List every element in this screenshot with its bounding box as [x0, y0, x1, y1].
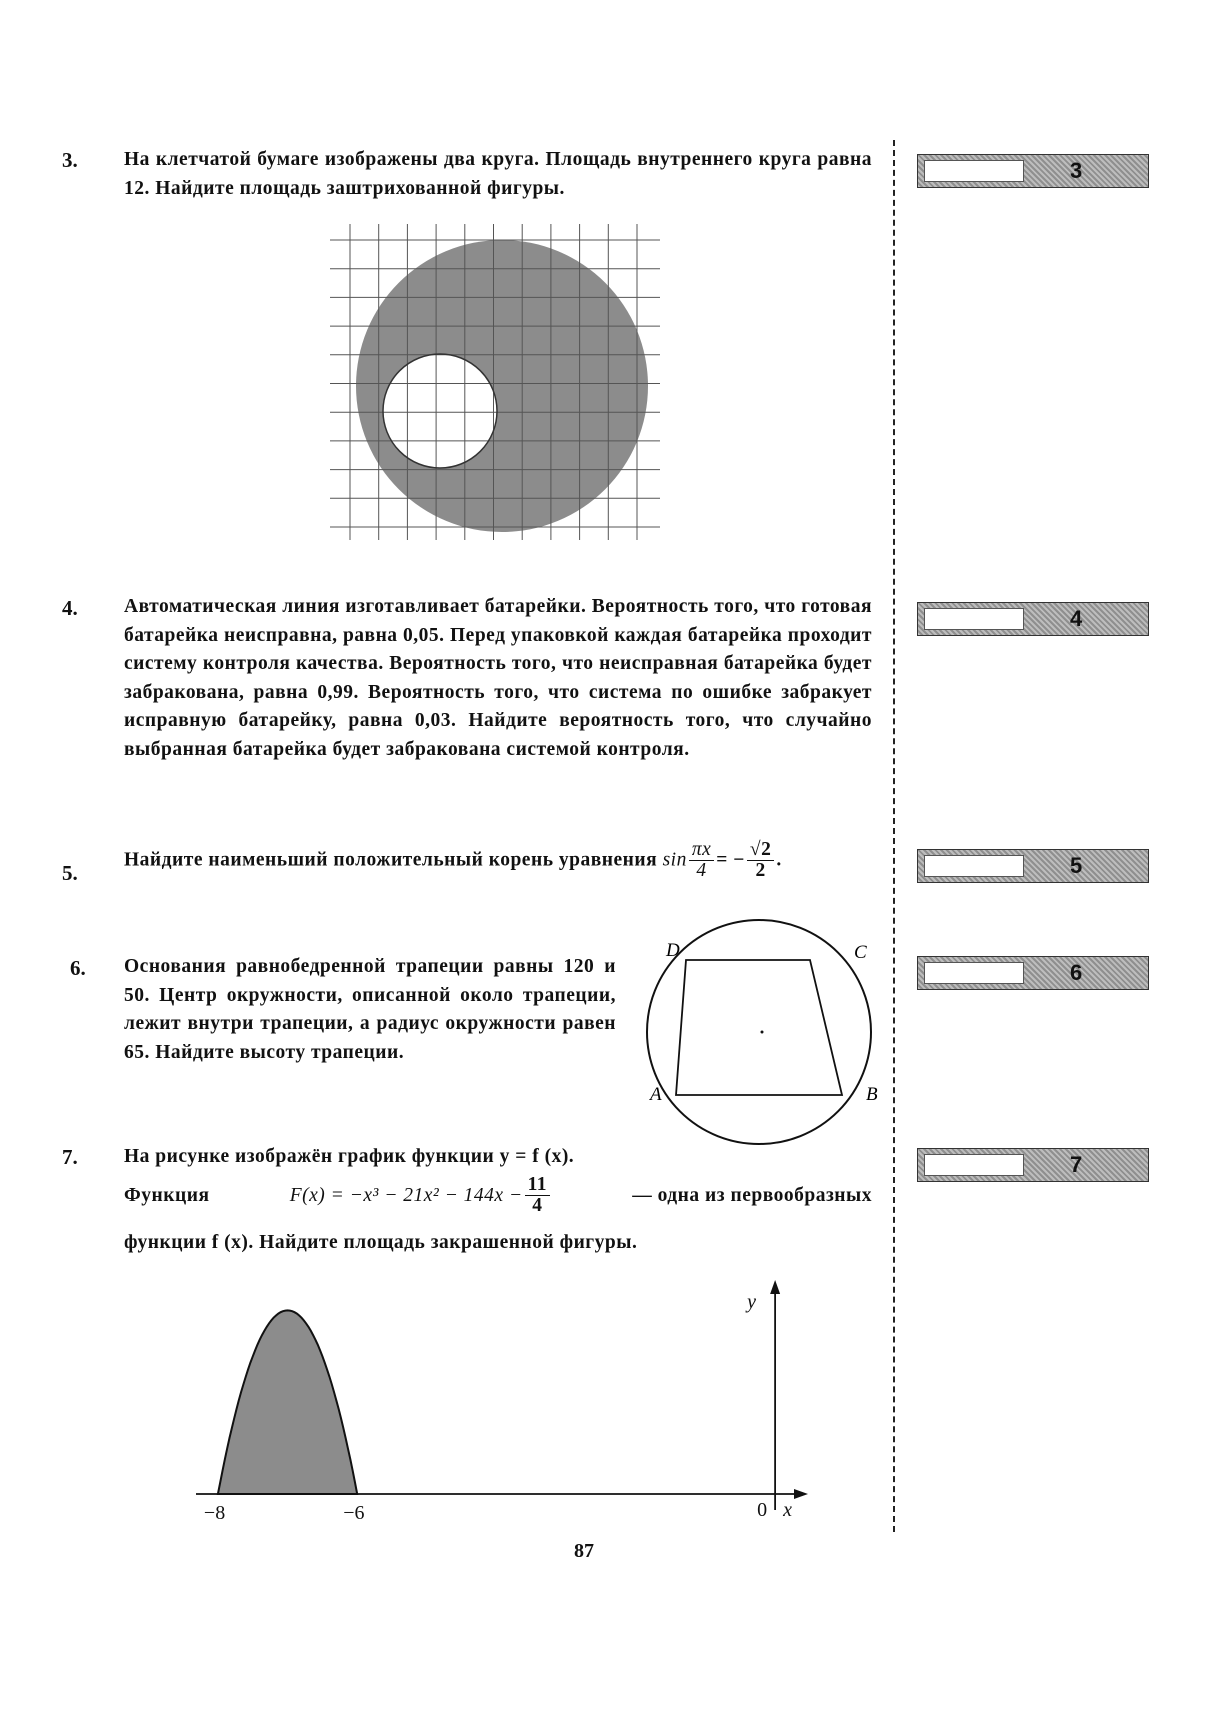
task-6-text: Основания равнобедренной трапеции равны 120 и 50. Центр окружности, описанной около трапеции, лежит внутри трапеции, а радиус окружности равен 65. Найдите высоту трапеции. — [124, 956, 616, 1063]
eq-sin: sin — [662, 849, 687, 871]
answer-field-6[interactable] — [924, 962, 1024, 984]
answer-box-4[interactable] — [917, 602, 1149, 636]
task-7-line1: На рисунке изображён график функции y = f (x). — [124, 1146, 575, 1167]
eq-end: . — [776, 849, 782, 871]
answer-field-3[interactable] — [924, 160, 1024, 182]
answer-box-4-label: 4 — [1070, 606, 1083, 631]
eq-equals: = − — [716, 849, 745, 871]
tick-label-minus-8: −8 — [203, 1502, 226, 1524]
function-graph — [196, 1278, 816, 1538]
page-number: 87 — [574, 1540, 594, 1562]
answer-box-5-label: 5 — [1070, 853, 1083, 878]
eq-rnum: √2 — [747, 840, 774, 861]
trapezoid — [676, 960, 842, 1095]
circle-center — [761, 1031, 764, 1034]
answer-box-6-label: 6 — [1070, 960, 1083, 985]
answer-field-7[interactable] — [924, 1154, 1024, 1176]
answer-box-3[interactable] — [917, 154, 1149, 188]
task-7-formula: F(x) = −x³ − 21x² − 144x − — [289, 1184, 523, 1206]
task-7-tail: — одна из первообразных — [632, 1184, 872, 1206]
y-axis-arrow — [770, 1280, 780, 1294]
tick-label-zero: 0 — [757, 1499, 768, 1521]
shaded-region — [218, 1310, 357, 1494]
eq-frac-left — [689, 840, 714, 882]
label-c: C — [854, 942, 867, 963]
x-axis-label: x — [783, 1499, 792, 1521]
task-7-frac-den: 4 — [532, 1195, 543, 1217]
task-5-number: 5. — [62, 861, 78, 885]
eq-frac-right — [747, 840, 774, 882]
trapezoid-figure — [644, 920, 904, 1160]
task-5-question: Найдите наименьший положительный корень уравнения — [124, 849, 658, 871]
task-4-number: 4. — [62, 596, 78, 620]
circles-figure — [330, 224, 670, 544]
task-3-number: 3. — [62, 148, 78, 172]
task-7-formula-group — [290, 1175, 552, 1217]
task-7-lead: Функция — [124, 1184, 210, 1206]
cut-line — [893, 140, 895, 1532]
label-b: B — [866, 1084, 878, 1105]
answer-field-4[interactable] — [924, 608, 1024, 630]
task-7-frac-num: 11 — [525, 1175, 550, 1196]
eq-num: πx — [689, 840, 714, 861]
label-a: A — [650, 1084, 662, 1105]
eq-den: 4 — [696, 860, 707, 882]
task-7-frac — [525, 1175, 550, 1217]
x-axis-arrow — [794, 1489, 808, 1499]
answer-box-5[interactable] — [917, 849, 1149, 883]
y-axis-label: y — [747, 1291, 756, 1313]
task-3-text: На клетчатой бумаге изображены два круга. Площадь внутреннего круга равна 12. Найдите площадь заштрихованной фигуры. — [124, 149, 872, 199]
answer-field-5[interactable] — [924, 855, 1024, 877]
answer-box-7[interactable] — [917, 1148, 1149, 1182]
answer-box-7-label: 7 — [1070, 1152, 1083, 1177]
tick-label-minus-6: −6 — [343, 1502, 365, 1524]
task-5-text — [124, 840, 884, 882]
task-4-text: Автоматическая линия изготавливает батарейки. Вероятность того, что готовая батарейка неисправна, равна 0,05. Перед упаковкой каждая батарейка проходит систему контроля качества. Вероятность того, что неисправная батарейка будет забракована, равна 0,99. Вероятность того, что система по ошибке забракует исправную батарейку, равна 0,03. Найдите вероятность того, что случайно выбранная батарейка будет забракована системой контроля. — [124, 596, 872, 760]
outer-circle — [356, 240, 648, 532]
answer-box-6[interactable] — [917, 956, 1149, 990]
task-7-line3: функции f (x). Найдите площадь закрашенной фигуры. — [124, 1232, 638, 1253]
task-6-number: 6. — [70, 956, 86, 980]
task-7-line2 — [124, 1175, 872, 1217]
task-7-number: 7. — [62, 1145, 78, 1169]
answer-box-3-label: 3 — [1070, 158, 1083, 183]
eq-rden: 2 — [755, 860, 766, 882]
label-d: D — [666, 940, 680, 961]
